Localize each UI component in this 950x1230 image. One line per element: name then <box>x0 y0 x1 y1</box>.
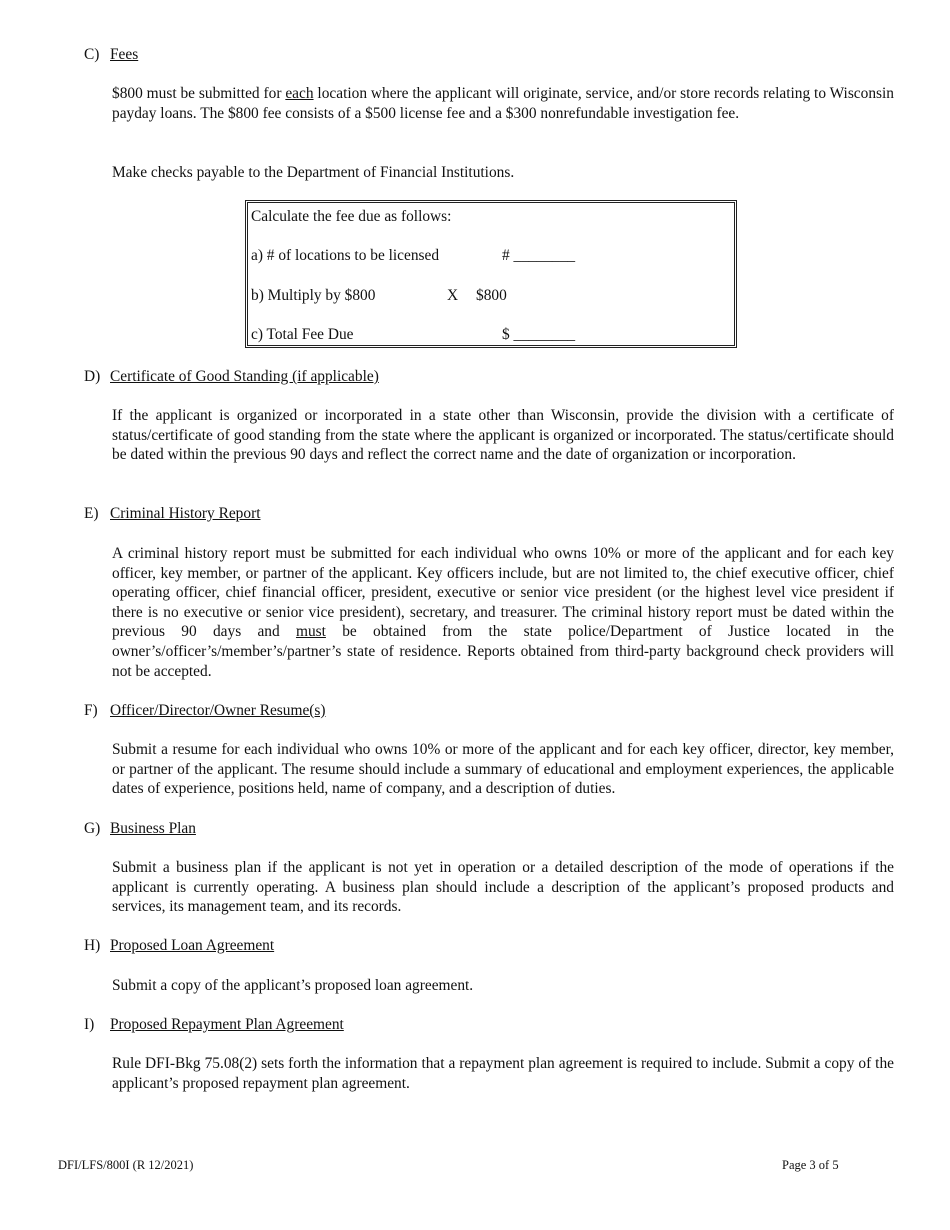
resume-paragraph: Submit a resume for each individual who owns 10% or more of the applicant and for each key officer, director, key member, or partner of the applicant. The resume should include a summary of educational and employment experiences, the applicable dates of experience, positions held, name of company, and a description of duties. <box>112 741 894 798</box>
repayment-plan-paragraph: Rule DFI-Bkg 75.08(2) sets forth the information that a repayment plan agreement is required to include. Submit a copy of the applicant’s proposed repayment plan agreement. <box>112 1055 894 1092</box>
section-title: Proposed Loan Agreement <box>110 937 275 954</box>
criminal-emphasis: must <box>295 623 326 641</box>
fees-payable-paragraph: Make checks payable to the Department of Financial Institutions. <box>112 164 515 181</box>
fee-row-a-value: # ________ <box>502 247 576 264</box>
business-plan-paragraph: Submit a business plan if the applicant is not yet in operation or a detailed description of the mode of operations if the applicant is currently operating. A business plan should include a description of the applicant’s proposed products and services, its management team, and its records. <box>112 859 894 916</box>
fee-box-heading: Calculate the fee due as follows: <box>251 208 452 225</box>
section-letter: F) <box>84 702 98 719</box>
footer-page-number: Page 3 of 5 <box>782 1158 839 1172</box>
criminal-text: be obtained from the state police/Department of Justice located in the owner’s/officer’s/member’s/partner’s state of residence. Reports obtained from third-party background check providers will not be accepted. <box>112 623 894 680</box>
fee-row-c-label: c) Total Fee Due <box>251 326 354 343</box>
fee-calculation-box <box>247 202 735 346</box>
section-letter: E) <box>84 505 99 522</box>
section-title: Certificate of Good Standing (if applicable) <box>110 368 379 385</box>
fees-paragraph <box>112 84 894 123</box>
section-g-heading <box>84 819 196 839</box>
loan-agreement-paragraph: Submit a copy of the applicant’s proposed loan agreement. <box>112 977 474 994</box>
section-title: Business Plan <box>110 820 196 837</box>
good-standing-paragraph: If the applicant is organized or incorporated in a state other than Wisconsin, provide the division with a certificate of status/certificate of good standing from the state where the applicant is organized or incorporated. The status/certificate should be dated within the previous 90 days and reflect the correct name and the date of organization or incorporation. <box>112 407 894 464</box>
section-letter: G) <box>84 820 101 837</box>
section-f-heading <box>84 701 326 721</box>
section-title: Officer/Director/Owner Resume(s) <box>110 702 326 719</box>
fee-row-b-value: $800 <box>476 287 507 304</box>
section-letter: I) <box>84 1016 95 1033</box>
section-title: Criminal History Report <box>110 505 261 522</box>
fees-emphasis: each <box>285 85 314 102</box>
section-title: Proposed Repayment Plan Agreement <box>110 1016 344 1033</box>
fees-text: location where the applicant will originate, service, and/or store records relating to Wisconsin payday loans. The $800 fee consists of a $500 license fee and a $300 nonrefundable investigation fee. <box>112 85 894 122</box>
footer-form-id: DFI/LFS/800I (R 12/2021) <box>58 1158 194 1172</box>
section-c-heading <box>84 45 138 65</box>
section-letter: H) <box>84 937 101 954</box>
section-e-heading <box>84 504 260 524</box>
section-d-heading <box>84 367 379 387</box>
fees-text: $800 must be submitted for <box>112 85 286 102</box>
fee-row-a-label: a) # of locations to be licensed <box>251 247 440 264</box>
fee-row-c-value: $ ________ <box>502 326 576 343</box>
criminal-text: A criminal history report must be submitted for each individual who owns 10% or more of the applicant and for each key officer, key member, or partner of the applicant. Key officers include, but are not limited to, the chief executive officer, chief operating officer, chief financial officer, president, executive or senior vice president (or the highest level vice president if there is no executive or senior vice president), secretary, and treasurer. The criminal history report must be dated within the previous 90 days and <box>112 545 894 641</box>
section-letter: C) <box>84 46 100 63</box>
criminal-history-paragraph <box>112 544 894 681</box>
section-letter: D) <box>84 368 101 385</box>
section-i-heading <box>84 1015 344 1035</box>
section-title: Fees <box>110 46 139 63</box>
section-h-heading <box>84 936 274 956</box>
fee-row-b-operator: X <box>447 287 459 304</box>
fee-row-b-label: b) Multiply by $800 <box>251 287 376 304</box>
